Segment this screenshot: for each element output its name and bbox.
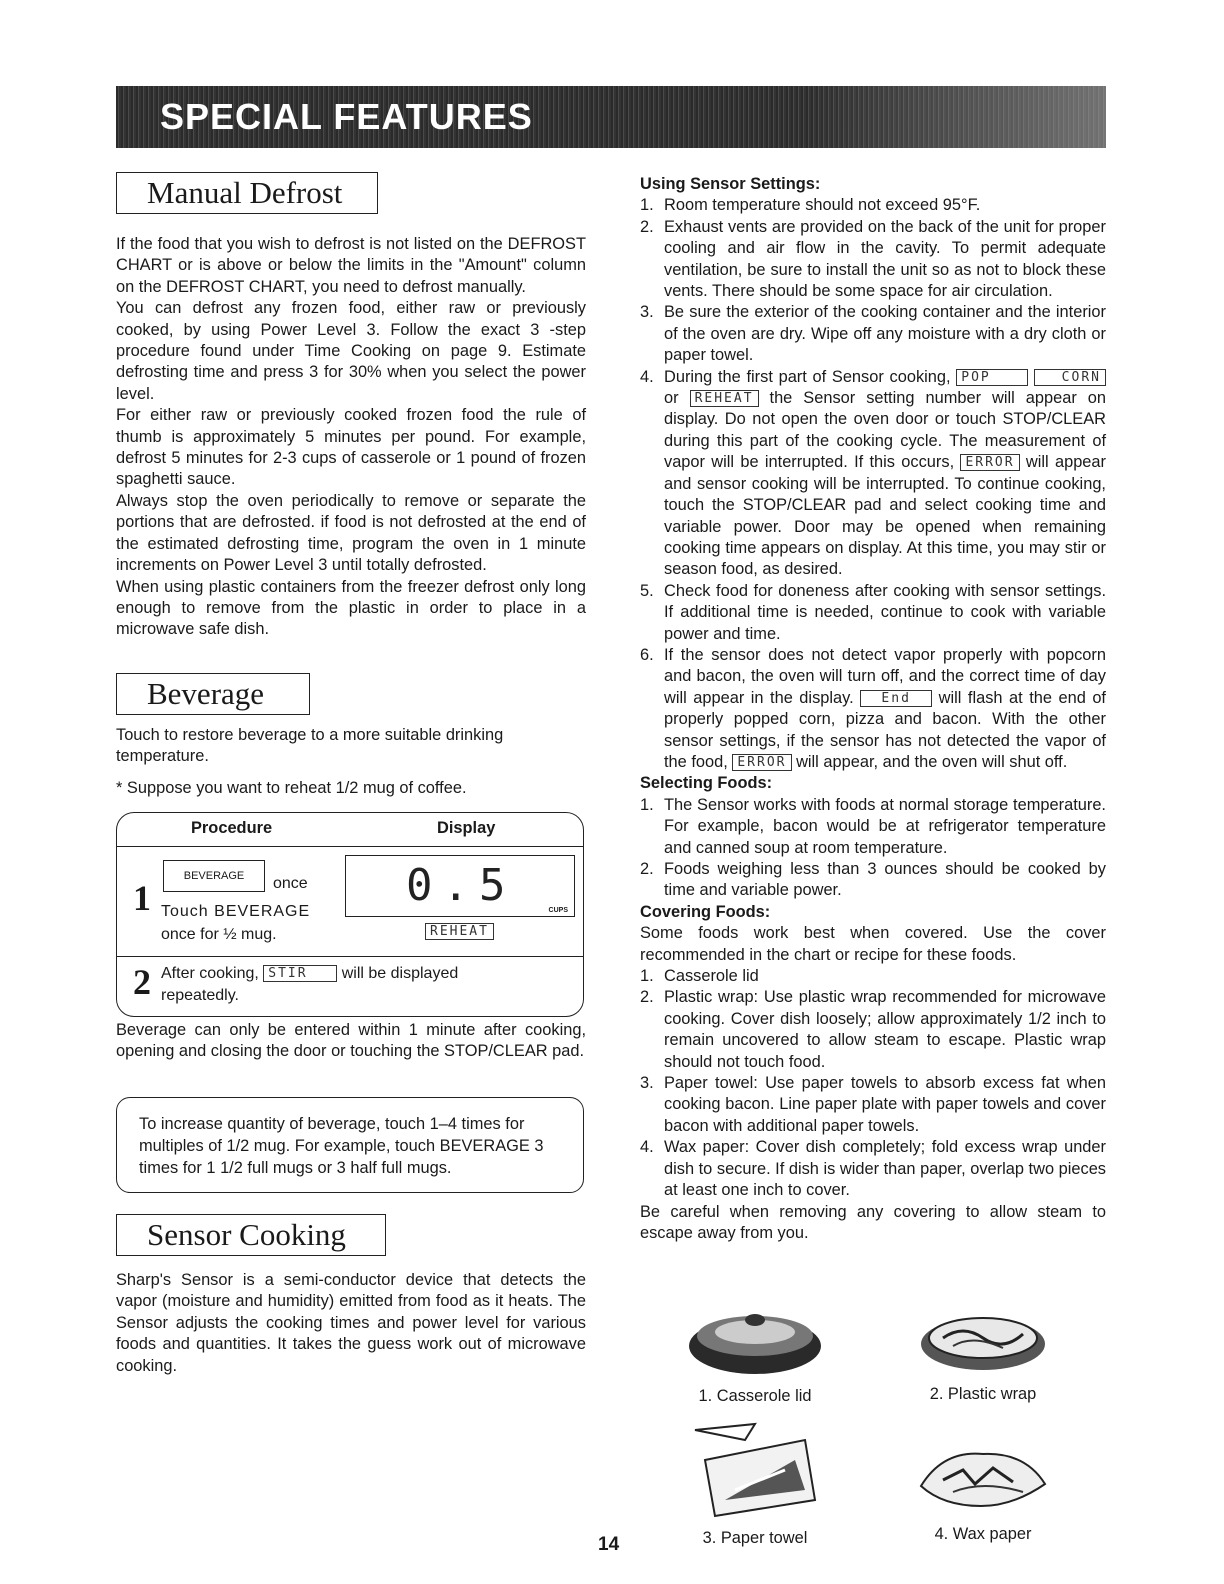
beverage-example: * Suppose you want to reheat 1/2 mug of coffee. <box>116 778 467 797</box>
section-banner <box>116 86 1106 148</box>
reheat-lcd: REHEAT <box>425 923 494 940</box>
list-item: 2. Exhaust vents are provided on the back of the unit for proper cooling and air flow in the cavity. To permit adequate ventilation, be sure to install the unit so as not to block these vents. There should be some space for air circulation. <box>640 217 1106 301</box>
list-item: 2. Foods weighing less than 3 ounces should be cooked by time and variable power. <box>640 860 1106 900</box>
banner-shade <box>806 86 1106 148</box>
step2-line2: repeatedly. <box>161 987 239 1004</box>
manual-defrost-title: Manual Defrost <box>116 172 378 214</box>
sensor-cooking-body: Sharp's Sensor is a semi-conductor device that detects the vapor (moisture and humidity) emitted from food as it heats. The Sensor adjusts the cooking times and power level for various foods and quantities. It takes the guess work out of microwave cooking. <box>116 1271 586 1375</box>
wax-paper-icon <box>913 1440 1053 1516</box>
figure-wax-paper <box>908 1440 1058 1544</box>
paragraph: For either raw or previously cooked frozen food the rule of thumb is approximately 5 minutes per pound. For example, defrost 5 minutes for 2-3 cups of casserole or 1 pound of frozen spaghetti sauce. <box>116 406 586 489</box>
paragraph: If the food that you wish to defrost is not listed on the DEFROST CHART or is above or below the limits in the "Amount" column on the DEFROST CHART, you need to defrost manually. <box>116 235 586 296</box>
manual-defrost-body <box>116 234 586 641</box>
beverage-title: Beverage <box>116 673 310 715</box>
step2-line1 <box>161 965 458 983</box>
step-divider <box>117 956 583 957</box>
sensor-cooking-section <box>116 1214 586 1377</box>
figure-caption: 4. Wax paper <box>934 1525 1032 1543</box>
procedure-header: Procedure <box>191 819 273 837</box>
display-header: Display <box>437 819 496 837</box>
step1-line1: Touch BEVERAGE <box>161 903 311 920</box>
step1-line2: once for ½ mug. <box>161 926 277 943</box>
header-divider <box>117 846 583 847</box>
list-item: 6. If the sensor does not detect vapor properly with popcorn and bacon, the oven will turn off, and the correct time of day will appear in the display. End will flash at the end of properly popped corn, pizza and bacon. With the other sensor settings, if the sensor has not detected the vapor of the food, ERROR will appear, and the oven will shut off. <box>640 645 1106 771</box>
beverage-key: BEVERAGE <box>163 860 265 892</box>
display-readout: 0.5 <box>406 860 516 911</box>
paper-towel-icon <box>685 1420 825 1524</box>
page-number: 14 <box>598 1534 620 1555</box>
list-item: 3. Be sure the exterior of the cooking container and the interior of the oven are dry. Wipe off any moisture with a dry cloth or paper towel. <box>640 303 1106 365</box>
figure-caption: 1. Casserole lid <box>698 1387 812 1405</box>
figure-paper-towel <box>680 1420 830 1548</box>
beverage-after <box>116 1020 586 1063</box>
step2-pre: After cooking, <box>161 965 259 982</box>
reheat-lcd: REHEAT <box>690 390 759 407</box>
selecting-heading: Selecting Foods: <box>640 774 773 793</box>
beverage-intro: Touch to restore beverage to a more suitable drinking temperature. <box>116 726 504 766</box>
list-item: 1. Room temperature should not exceed 95°F. <box>640 196 981 215</box>
pop-lcd: POP <box>956 369 1028 386</box>
step-number: 2 <box>133 962 151 1002</box>
paragraph: Always stop the oven periodically to remove or separate the portions that are defrosted. if food is not defrosted at the end of the estimated defrosting time, program the oven in 1 minute increments on Power Level 3 until totally defrosted. <box>116 491 586 575</box>
using-sensor-list <box>640 195 1106 773</box>
sensor-cooking-title: Sensor Cooking <box>116 1214 386 1256</box>
error-lcd: ERROR <box>732 754 791 771</box>
cups-indicator: CUPS <box>548 907 568 914</box>
paragraph: When using plastic containers from the freezer defrost only long enough to remove from the plastic in order to place in a microwave safe dish. <box>116 577 586 639</box>
procedure-table <box>116 812 584 1017</box>
stir-lcd: STIR <box>263 965 337 982</box>
end-lcd: End <box>860 690 932 707</box>
figure-caption: 3. Paper towel <box>702 1529 808 1547</box>
covering-heading: Covering Foods: <box>640 902 771 921</box>
figure-caption: 2. Plastic wrap <box>929 1385 1037 1403</box>
corn-lcd: CORN <box>1034 369 1106 386</box>
casserole-lid-icon <box>685 1306 825 1378</box>
display-panel <box>345 855 575 917</box>
step2-post: will be displayed <box>341 965 459 982</box>
beverage-section <box>116 673 586 799</box>
right-column <box>640 174 1106 1244</box>
step1-once: once <box>273 875 308 892</box>
paragraph: You can defrost any frozen food, either raw or previously cooked, by using Power Level 3. Follow the exact 3 -step procedure found under Time Cooking on page 9. Estimate defrosting time and press 3 for 30% when you select the power level. <box>116 299 586 403</box>
plastic-wrap-icon <box>913 1304 1053 1376</box>
reheat-lcd-wrap <box>425 923 494 941</box>
covering-intro: Some foods work best when covered. Use the cover recommended in the chart or recipe for these foods. <box>640 924 1106 964</box>
list-item: 4. During the first part of Sensor cooking, POP CORN or REHEAT the Sensor setting number will appear on display. Do not open the oven door or touch STOP/CLEAR during this part of the cooking cycle. The measurement of vapor will be interrupted. If this occurs, ERROR will appear and sensor cooking will be interrupted. To continue cooking, touch the STOP/CLEAR pad and select cooking time and variable power. Door may be opened when remaining cooking time appears on display. At this time, you may stir or season food, as desired. <box>640 367 1107 579</box>
manual-defrost-section <box>116 172 586 641</box>
covering-outro: Be careful when removing any covering to allow steam to escape away from you. <box>640 1202 1106 1242</box>
selecting-list <box>640 795 1106 902</box>
list-item: 5. Check food for doneness after cooking with sensor settings. If additional time is needed, continue to cook with variable power and time. <box>640 581 1106 643</box>
beverage-note-box <box>116 1097 584 1193</box>
list-item: 3. Paper towel: Use paper towels to absorb excess fat when cooking bacon. Line paper plate with paper towels and cover bacon with additional paper towels. <box>640 1074 1106 1135</box>
banner-title: SPECIAL FEATURES <box>160 96 533 137</box>
list-item: 2. Plastic wrap: Use plastic wrap recommended for microwave cooking. Cover dish loosely; allow approximately 1/2 inch to remain uncovered to allow steam to escape. Plastic wrap should not touch food. <box>640 988 1106 1071</box>
step-number: 1 <box>133 878 151 918</box>
covering-list <box>640 966 1106 1201</box>
beverage-note: To increase quantity of beverage, touch 1–4 times for multiples of 1/2 mug. For example, touch BEVERAGE 3 times for 1 1/2 full mugs or 3 half full mugs. <box>139 1115 544 1177</box>
list-item: 4. Wax paper: Cover dish completely; fold excess wrap under dish to secure. If dish is wider than paper, overlap two pieces at least one inch to cover. <box>640 1138 1106 1200</box>
figure-plastic-wrap <box>908 1304 1058 1404</box>
using-sensor-heading: Using Sensor Settings: <box>640 175 821 193</box>
error-lcd: ERROR <box>960 454 1019 471</box>
beverage-after-text: Beverage can only be entered within 1 minute after cooking, opening and closing the door or touching the STOP/CLEAR pad. <box>116 1021 586 1061</box>
list-item: 1. Casserole lid <box>640 967 759 986</box>
figure-casserole-lid <box>680 1306 830 1406</box>
list-item: 1. The Sensor works with foods at normal storage temperature. For example, bacon would be at refrigerator temperature and canned soup at room temperature. <box>640 795 1106 857</box>
